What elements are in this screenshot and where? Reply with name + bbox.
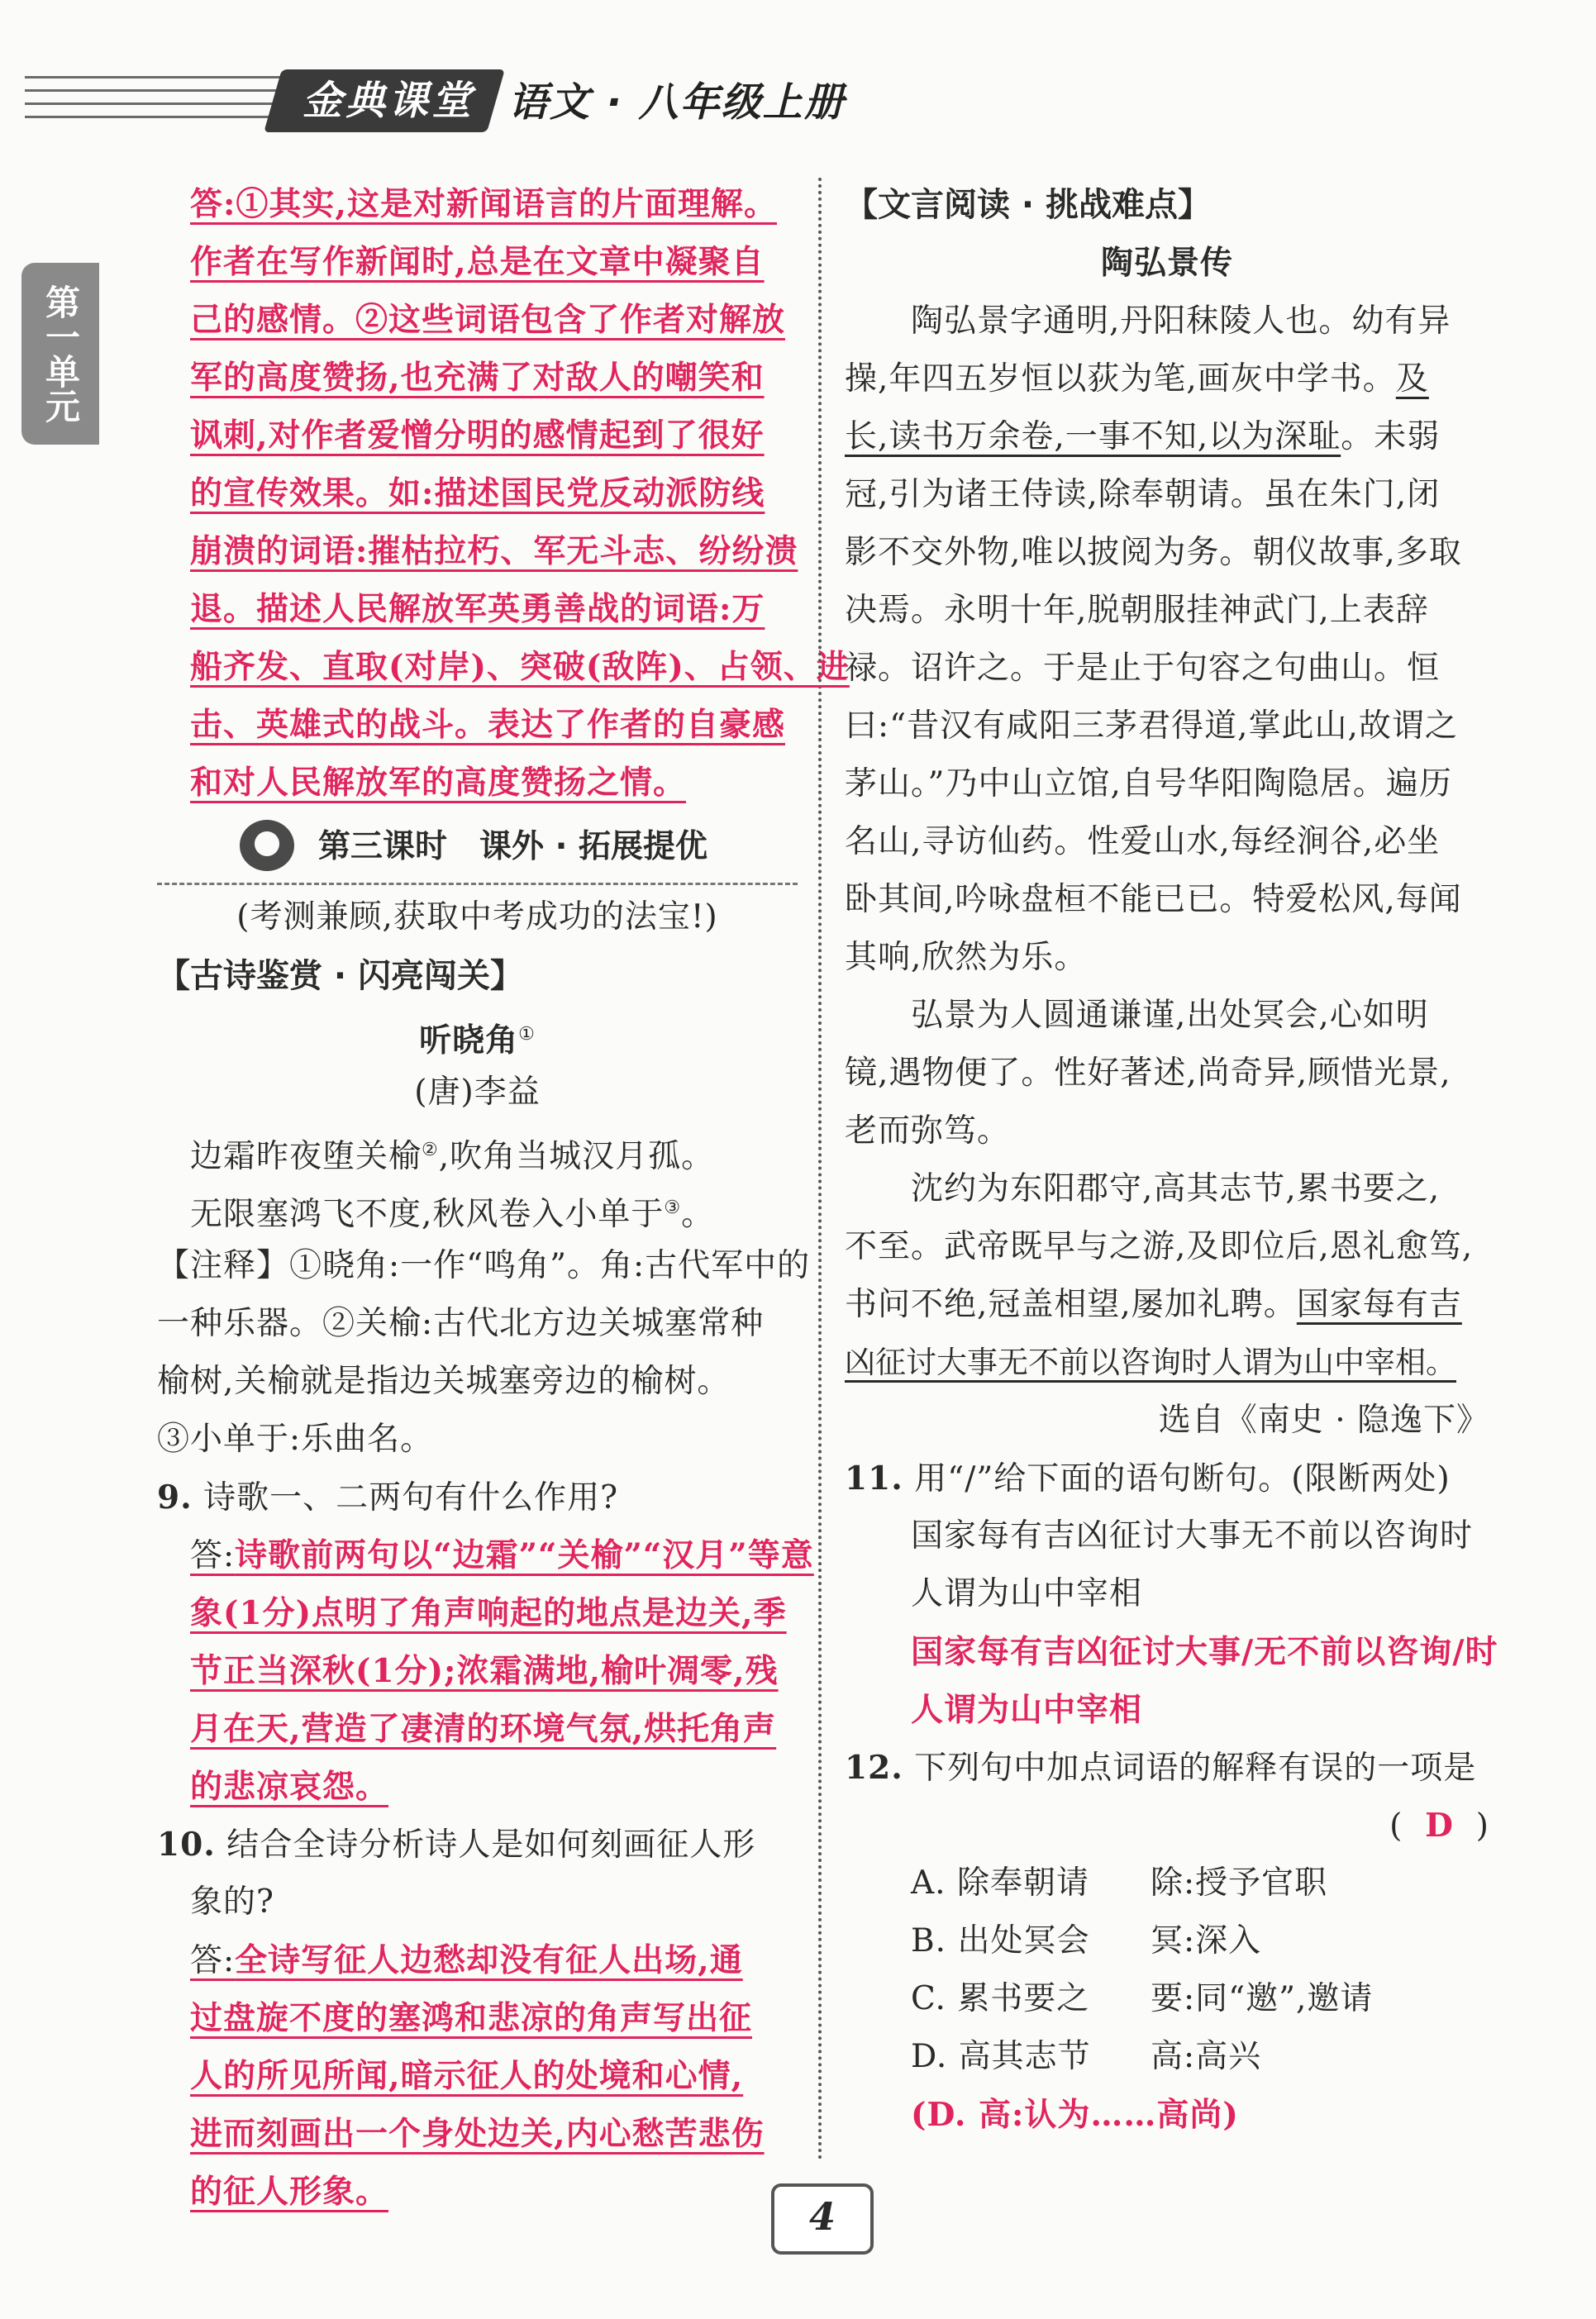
poem-title [157, 1006, 798, 1064]
selected-answer: D [1425, 1807, 1454, 1845]
answer-line: 过盘旋不度的塞鸿和悲凉的角声写出征 [190, 1999, 753, 2037]
option-list [845, 1855, 1489, 2086]
note-line: ③小单于:乐曲名。 [157, 1421, 434, 1458]
answer-line: 的征人形象。 [190, 2173, 389, 2211]
header-line [25, 102, 273, 105]
passage-text: 书问不绝,冠盖相望,屡加礼聘。 [845, 1286, 1297, 1323]
answer-text: 全诗写征人边愁却没有征人出场,通 [235, 1941, 743, 1979]
answer-line: 军的高度赞扬,也充满了对敌人的嘲笑和 [190, 359, 765, 397]
answer-line: 己的感情。②这些词语包含了作者对解放 [190, 301, 786, 339]
answer-line: 月在天,营造了凄清的环境气氛,烘托角声 [190, 1710, 777, 1748]
brand-title: 金典课堂 [302, 78, 474, 124]
answer-line: 船齐发、直取(对岸)、突破(敌阵)、占领、进 [190, 648, 850, 686]
question-number: 12. [845, 1749, 903, 1787]
answer-explanation: (D. 高:认为……高尚) [911, 2096, 1239, 2134]
passage-text: 。未弱 [1341, 418, 1441, 455]
answer-line: 进而刻画出一个身处边关,内心愁苦悲伤 [190, 2115, 765, 2153]
question-text: 下列句中加点词语的解释有误的一项是 [914, 1750, 1477, 1787]
answer-line [157, 1931, 798, 1989]
answer-line: 象(1分)点明了角声响起的地点是边关,季 [190, 1594, 787, 1632]
poem-title-text: 听晓角 [419, 1022, 519, 1060]
lesson-title: 第三课时 课外 · 拓展提优 [318, 828, 707, 865]
poem-line-text: ,吹角当城汉月孤。 [438, 1138, 715, 1175]
answer-bracket [845, 1797, 1489, 1855]
passage-line: 老而弥笃。 [845, 1112, 1011, 1150]
answer-line: 击、英雄式的战斗。表达了作者的自豪感 [190, 706, 786, 744]
poem-line [157, 1121, 798, 1179]
answer-prefix: 答: [190, 1537, 236, 1574]
passage-line [845, 408, 1489, 466]
passage-line [845, 1334, 1489, 1392]
question-11 [845, 1450, 1489, 1507]
poem-author: (唐)李益 [414, 1074, 541, 1111]
passage-line: 不至。武帝既早与之游,及即位后,恩礼愈笃, [845, 1228, 1474, 1265]
passage-line: 镜,遇物便了。性好著述,尚奇异,顾惜光景, [845, 1055, 1451, 1092]
poem-line-text: 。 [681, 1196, 715, 1233]
passage-source: 选自《南史 · 隐逸下》 [1158, 1402, 1489, 1439]
option-label: B. 出处冥会 [911, 1922, 1090, 1959]
lesson-subtitle: (考测兼顾,获取中考成功的法宝!) [236, 898, 718, 936]
header-line [25, 116, 306, 118]
question-text: 用“/”给下面的语句断句。(限断两处) [914, 1460, 1451, 1498]
passage-line: 弘景为人圆通谦谨,出处冥会,心如明 [911, 997, 1429, 1034]
right-column [845, 175, 1498, 2144]
footnote-marker: ② [422, 1140, 439, 1160]
option-gloss: 要:同“邀”,邀请 [1151, 1980, 1374, 2017]
passage-line [845, 1276, 1489, 1334]
answer-line: 退。描述人民解放军英勇善战的词语:万 [190, 590, 765, 628]
answer-line: 的宣传效果。如:描述国民党反动派防线 [190, 474, 765, 512]
option-gloss: 高:高兴 [1151, 2038, 1262, 2075]
answer-line: 节正当深秋(1分);浓霜满地,榆叶凋零,残 [190, 1652, 779, 1690]
bracket-open: ( [1389, 1807, 1403, 1845]
passage-line: 陶弘景字通明,丹阳秣陵人也。幼有异 [911, 302, 1451, 340]
answer-line: 答:①其实,这是对新闻语言的片面理解。 [190, 185, 777, 223]
passage-line: 茅山。”乃中山立馆,自号华阳陶隐居。遍历 [845, 765, 1452, 802]
classical-section-heading: 【文言阅读 · 挑战难点】 [845, 186, 1212, 224]
option-a [845, 1855, 1489, 1912]
answer-line: 崩溃的词语:摧枯拉朽、军无斗志、纷纷溃 [190, 532, 798, 570]
note-line: 一种乐器。②关榆:古代北方边关城塞常种 [157, 1305, 765, 1342]
passage-line: 禄。诏许之。于是止于句容之句曲山。恒 [845, 650, 1441, 687]
page-number: 4 [808, 2194, 836, 2239]
option-gloss: 除:授予官职 [1151, 1864, 1328, 1902]
option-b [845, 1912, 1489, 1970]
option-label: C. 累书要之 [911, 1980, 1090, 2017]
question-9 [157, 1469, 798, 1526]
answer-prefix: 答: [190, 1942, 236, 1979]
passage-line: 曰:“昔汉有咸阳三茅君得道,掌此山,故谓之 [845, 707, 1458, 745]
passage-line [845, 350, 1489, 408]
bracket-close: ) [1475, 1807, 1489, 1845]
answer-text: 诗歌前两句以“边霜”“关榆”“汉月”等意 [235, 1536, 814, 1574]
poem-line [157, 1179, 798, 1237]
passage-line: 决焉。永明十年,脱朝服挂神武门,上表辞 [845, 592, 1429, 629]
option-label: D. 高其志节 [911, 2038, 1091, 2075]
question-text: 诗歌一、二两句有什么作用? [203, 1479, 619, 1517]
answer-line: 的悲凉哀怨。 [190, 1768, 389, 1806]
underlined-text: 及 [1395, 360, 1429, 398]
lesson-header [157, 812, 798, 883]
underlined-text: 国家每有吉 [1296, 1286, 1462, 1323]
passage-line: 冠,引为诸王侍读,除奉朝请。虽在朱门,闭 [845, 476, 1441, 513]
question-10 [157, 1816, 798, 1874]
unit-side-tab: 第一单元 [21, 263, 99, 445]
passage-line: 影不交外物,唯以披阅为务。朝仪故事,多取 [845, 534, 1462, 571]
passage-title: 陶弘景传 [1100, 245, 1233, 282]
answer-line: 作者在写作新闻时,总是在文章中凝聚自 [190, 243, 765, 281]
option-label: A. 除奉朝请 [911, 1864, 1089, 1902]
underlined-text: 凶征讨大事无不前以咨询时人谓为山中宰相。 [845, 1345, 1456, 1380]
answer-line: 人的所见所闻,暗示征人的处境和心情, [190, 2057, 744, 2095]
answer-line: 讽刺,对作者爱憎分明的感情起到了很好 [190, 417, 765, 455]
poem-line-text: 无限塞鸿飞不度,秋风卷入小单于 [190, 1196, 665, 1233]
poem-notes [157, 1237, 811, 1469]
column-divider [818, 178, 822, 2161]
question-number: 11. [845, 1459, 903, 1498]
poem-section-heading: 【古诗鉴赏 · 闪亮闯关】 [157, 957, 524, 995]
question-text: 人谓为山中宰相 [911, 1575, 1143, 1612]
underlined-text: 长,读书万余卷,一事不知,以为深耻 [845, 418, 1341, 455]
option-c [845, 1970, 1489, 2028]
passage-line: 沈约为东阳郡守,高其志节,累书要之, [911, 1170, 1441, 1207]
answer-line: 和对人民解放军的高度赞扬之情。 [190, 764, 687, 802]
subject-title: 语文 · 八年级上册 [508, 79, 846, 126]
question-number: 9. [157, 1479, 193, 1517]
left-column [157, 175, 850, 2221]
note-line: 榆树,关榆就是指边关城塞旁边的榆树。 [157, 1363, 731, 1400]
option-d [845, 2028, 1489, 2086]
passage-line: 其响,欣然为乐。 [845, 939, 1088, 976]
option-gloss: 冥:深入 [1151, 1922, 1262, 1959]
question-number: 10. [157, 1826, 216, 1864]
header-line [25, 89, 298, 92]
footnote-marker: ③ [664, 1198, 682, 1218]
previous-answer [157, 175, 850, 812]
question-text: 结合全诗分析诗人是如何刻画征人形 [226, 1826, 756, 1864]
passage-paragraph-1 [845, 293, 1489, 987]
dashed-divider [157, 883, 798, 885]
answer-line [157, 1526, 814, 1584]
passage-text: 操,年四五岁恒以荻为笔,画灰中学书。 [845, 360, 1396, 398]
note-line: 【注释】①晓角:一作“鸣角”。角:古代军中的 [157, 1247, 811, 1284]
poem-line-text: 边霜昨夜堕关榆 [190, 1138, 422, 1175]
passage-paragraph-3 [845, 1160, 1489, 1392]
passage-line: 名山,寻访仙药。性爱山水,每经涧谷,必坐 [845, 823, 1441, 860]
question-text: 国家每有吉凶征讨大事无不前以咨询时 [911, 1517, 1474, 1555]
trophy-icon [240, 820, 294, 871]
answer-line: 国家每有吉凶征讨大事/无不前以咨询/时 [911, 1633, 1498, 1671]
header-line [25, 76, 322, 79]
answer-line: 人谓为山中宰相 [911, 1691, 1143, 1729]
question-text: 象的? [190, 1883, 274, 1921]
footnote-marker: ① [518, 1024, 536, 1045]
passage-paragraph-2 [845, 987, 1489, 1160]
question-12 [845, 1739, 1489, 1797]
passage-line: 卧其间,吟咏盘桓不能已已。特爱松风,每闻 [845, 881, 1462, 918]
